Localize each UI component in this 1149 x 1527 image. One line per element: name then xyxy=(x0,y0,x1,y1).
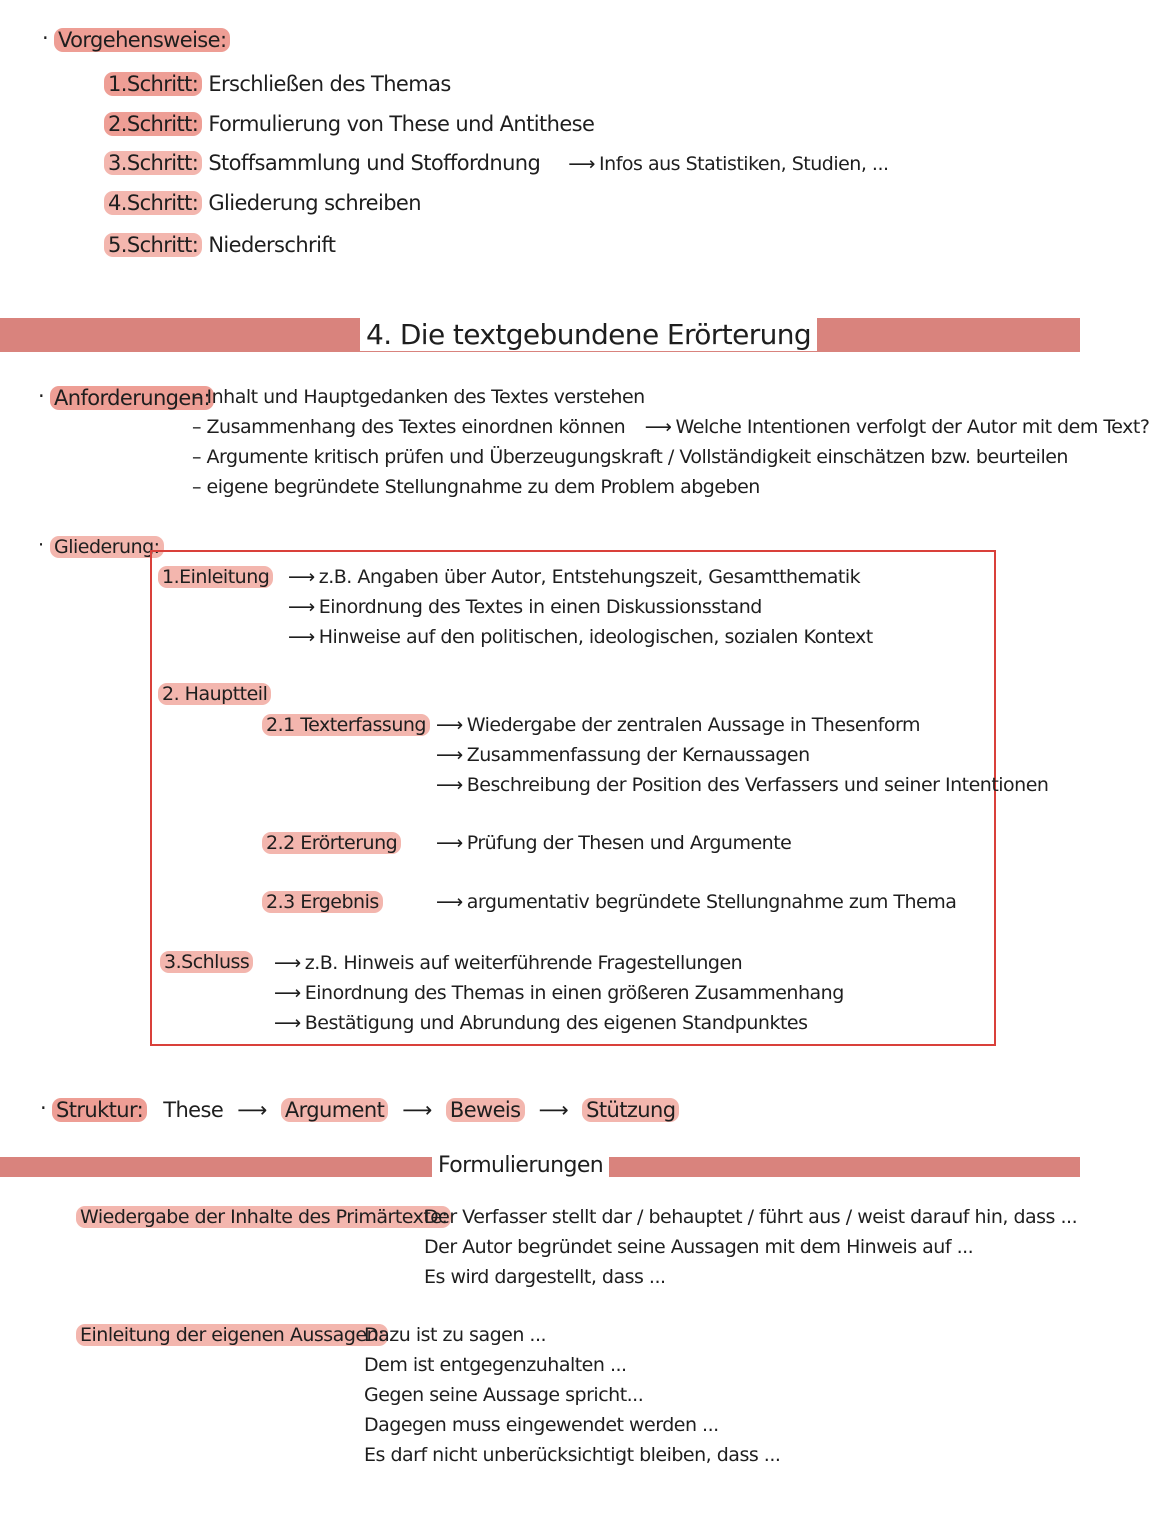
step-text: Niederschrift xyxy=(208,233,336,257)
texterfassung-label: 2.1 Texterfassung xyxy=(262,714,430,736)
anforderung-item: – Inhalt und Hauptgedanken des Textes verstehen xyxy=(192,386,645,408)
arrow-right-icon: ⟶ xyxy=(274,1012,301,1034)
eroerterung-point: ⟶ Prüfung der Thesen und Argumente xyxy=(436,832,792,854)
wiedergabe-line: Der Autor begründet seine Aussagen mit dem Hinweis auf ... xyxy=(424,1236,974,1258)
arrow-right-icon: ⟶ xyxy=(402,1098,432,1122)
arrow-right-icon: ⟶ xyxy=(288,596,315,618)
arrow-right-icon: ⟶ xyxy=(237,1098,267,1122)
struktur-section xyxy=(52,1098,679,1122)
arrow-right-icon: ⟶ xyxy=(568,153,596,175)
wiedergabe-label: Wiedergabe der Inhalte des Primärtexte: xyxy=(76,1206,451,1228)
step-text: Erschließen des Themas xyxy=(208,72,451,96)
eigene-aussagen-line: Gegen seine Aussage spricht... xyxy=(364,1384,644,1406)
step-5 xyxy=(104,233,335,257)
arrow-right-icon: ⟶ xyxy=(644,416,672,438)
step-3-note: ⟶ Infos aus Statistiken, Studien, ... xyxy=(568,153,889,175)
arrow-right-icon: ⟶ xyxy=(436,891,463,913)
texterfassung-point: ⟶ Wiedergabe der zentralen Aussage in Thesenform xyxy=(436,714,920,736)
texterfassung-point: ⟶ Beschreibung der Position des Verfassers und seiner Intentionen xyxy=(436,774,1049,796)
struktur-label: Struktur: xyxy=(52,1098,147,1122)
arrow-right-icon: ⟶ xyxy=(288,566,315,588)
eigene-aussagen-line: Dagegen muss eingewendet werden ... xyxy=(364,1414,719,1436)
step-1 xyxy=(104,72,451,96)
step-number: 1.Schritt: xyxy=(104,72,202,96)
arrow-right-icon: ⟶ xyxy=(436,832,463,854)
wiedergabe-line: Es wird dargestellt, dass ... xyxy=(424,1266,666,1288)
anforderungen-section xyxy=(50,386,214,410)
einleitung-point: ⟶ z.B. Angaben über Autor, Entstehungszeit, Gesamtthematik xyxy=(288,566,861,588)
arrow-right-icon: ⟶ xyxy=(288,626,315,648)
section-title: 4. Die textgebundene Erörterung xyxy=(360,318,817,351)
struktur-step: These xyxy=(163,1098,224,1122)
struktur-step: Stützung xyxy=(582,1098,679,1122)
anforderung-item: – eigene begründete Stellungnahme zu dem Problem abgeben xyxy=(192,476,760,498)
wiedergabe-line: Der Verfasser stellt dar / behauptet / führt aus / weist darauf hin, dass ... xyxy=(424,1206,1078,1228)
step-number: 4.Schritt: xyxy=(104,191,202,215)
gliederung-section xyxy=(50,536,164,558)
eigene-aussagen-label: Einleitung der eigenen Aussagen: xyxy=(76,1324,388,1346)
anforderungen-label: Anforderungen: xyxy=(50,386,214,410)
step-4 xyxy=(104,191,421,215)
schluss-label: 3.Schluss xyxy=(160,951,253,973)
vorgehensweise-label: Vorgehensweise: xyxy=(54,28,230,52)
hauptteil-label: 2. Hauptteil xyxy=(158,683,271,705)
struktur-step: Beweis xyxy=(446,1098,525,1122)
anforderung-note: ⟶ Welche Intentionen verfolgt der Autor mit dem Text? xyxy=(644,416,1149,438)
step-text: Formulierung von These und Antithese xyxy=(208,112,595,136)
struktur-step: Argument xyxy=(281,1098,388,1122)
step-text: Gliederung schreiben xyxy=(208,191,421,215)
formulierungen-title: Formulierungen xyxy=(432,1153,609,1178)
eigene-aussagen-line: Dem ist entgegenzuhalten ... xyxy=(364,1354,627,1376)
step-2 xyxy=(104,112,594,136)
einleitung-label: 1.Einleitung xyxy=(158,566,273,588)
einleitung-point: ⟶ Hinweise auf den politischen, ideologischen, sozialen Kontext xyxy=(288,626,873,648)
arrow-right-icon: ⟶ xyxy=(436,744,463,766)
eigene-aussagen-line: Es darf nicht unberücksichtigt bleiben, dass ... xyxy=(364,1444,781,1466)
eroerterung-label: 2.2 Erörterung xyxy=(262,832,401,854)
arrow-right-icon: ⟶ xyxy=(436,714,463,736)
texterfassung-point: ⟶ Zusammenfassung der Kernaussagen xyxy=(436,744,810,766)
anforderung-item: – Zusammenhang des Textes einordnen können ⟶ Welche Intentionen verfolgt der Autor mit dem Text? xyxy=(192,416,1149,438)
arrow-right-icon: ⟶ xyxy=(436,774,463,796)
gliederung-label: Gliederung: xyxy=(50,536,164,558)
step-text: Stoffsammlung und Stoffordnung xyxy=(208,151,541,175)
vorgehensweise-section xyxy=(54,28,230,52)
schluss-point: ⟶ Bestätigung und Abrundung des eigenen Standpunktes xyxy=(274,1012,808,1034)
arrow-right-icon: ⟶ xyxy=(274,952,301,974)
anforderung-item: – Argumente kritisch prüfen und Überzeugungskraft / Vollständigkeit einschätzen bzw. beurteilen xyxy=(192,446,1068,468)
arrow-right-icon: ⟶ xyxy=(538,1098,569,1122)
arrow-right-icon: ⟶ xyxy=(274,982,301,1004)
eigene-aussagen-line: Dazu ist zu sagen ... xyxy=(364,1324,547,1346)
ergebnis-label: 2.3 Ergebnis xyxy=(262,891,383,913)
step-number: 5.Schritt: xyxy=(104,233,202,257)
step-number: 3.Schritt: xyxy=(104,151,202,175)
schluss-point: ⟶ z.B. Hinweis auf weiterführende Fragestellungen xyxy=(274,952,743,974)
ergebnis-point: ⟶ argumentativ begründete Stellungnahme zum Thema xyxy=(436,891,957,913)
einleitung-point: ⟶ Einordnung des Textes in einen Diskussionsstand xyxy=(288,596,762,618)
schluss-point: ⟶ Einordnung des Themas in einen größeren Zusammenhang xyxy=(274,982,844,1004)
step-number: 2.Schritt: xyxy=(104,112,202,136)
step-3 xyxy=(104,151,889,175)
